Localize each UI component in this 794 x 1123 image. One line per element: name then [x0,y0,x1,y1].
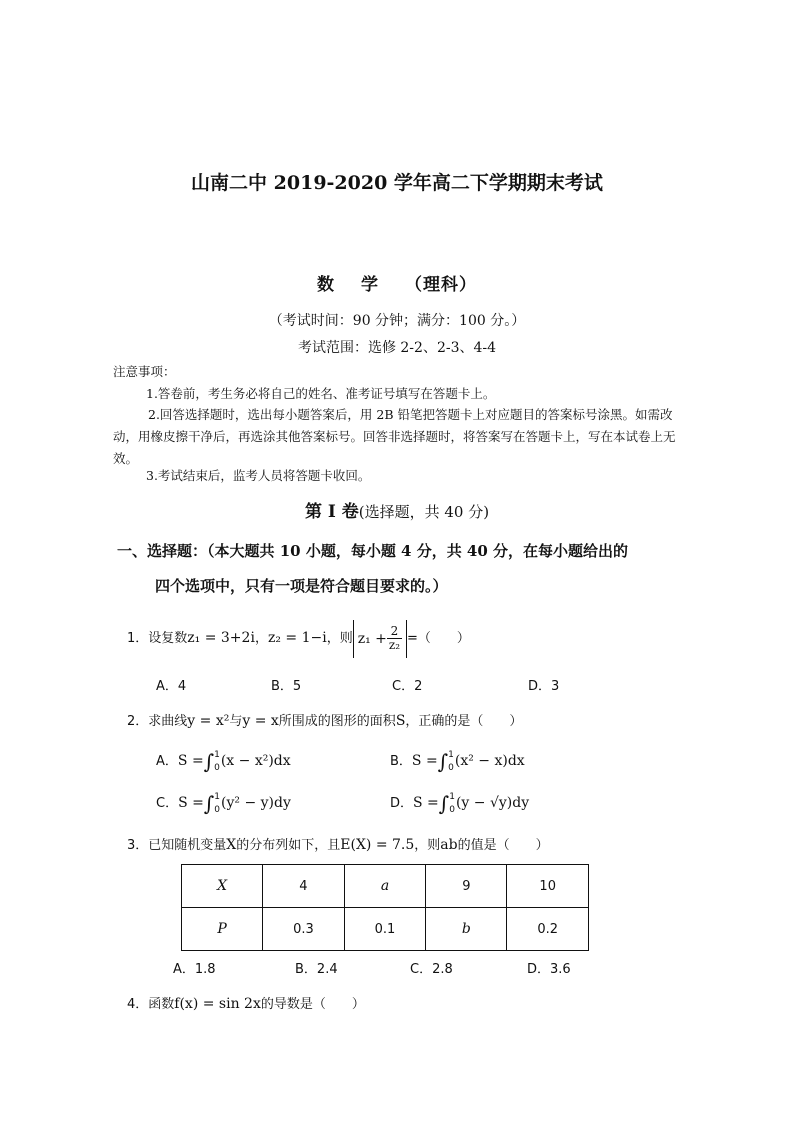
q2-c-integrand: (y² − y)dy [221,795,291,811]
q2-b-label: B． [390,754,412,769]
q3-suffix: 的值是（ ） [457,838,549,853]
table-cell: P [182,908,263,951]
q1-option-d: D．3 [528,679,560,694]
question-4 [127,993,365,1012]
q2-option-a [156,746,291,776]
q2-c-limits [214,791,220,817]
section-desc: (选择题，共 40 分) [358,503,490,521]
q4-func: f(x) = sin 2x [174,996,261,1012]
q1-option-b: B．5 [271,679,302,694]
q3-option-c: C．2.8 [410,962,453,977]
integral-sign: ∫ [438,791,450,816]
q2-c-label: C． [156,796,179,811]
table-cell: 0.2 [507,908,589,951]
q2-option-b [390,746,525,776]
notice-item-3: 3.考试结束后，监考人员将答题卡收回。 [146,468,371,483]
subject-char-1: 数 [317,275,335,295]
subject-heading [0,270,794,295]
notice-item-2: 2.回答选择题时，选出每小题答案后，用 2B 铅笔把答题卡上对应题目的答案标号涂黑。如需改动，用橡皮擦干净后，再选涂其他答案标号。回答非选择题时，将答案写在答题卡上，写在本试卷上无效。 [113,407,676,466]
q1-frac-num: 2 [387,625,402,639]
q1-z1: z₁ = 3+2i [187,630,255,646]
table-cell: 10 [507,865,589,908]
q3-var: X [226,837,237,853]
q1-sep: ， [254,631,268,646]
q4-prefix: 4．函数 [127,997,175,1012]
q2-d-lhs: S = [413,795,439,811]
lower-limit: 0 [449,804,455,815]
q3-ab: ab [440,837,458,853]
integral-sign: ∫ [437,749,449,774]
q4-suffix: 的导数是（ ） [260,997,365,1012]
q1-z2: z₂ = 1−i [267,630,327,646]
subject-category: （理科） [405,275,477,295]
q2-c-lhs: S = [178,795,204,811]
q3-mid2: ，则 [414,838,441,853]
distribution-table [181,864,589,951]
q2-a-label: A． [156,754,178,769]
q1-option-c: C．2 [392,679,423,694]
section-label: 第 Ⅰ 卷 [304,502,359,522]
table-cell: 0.1 [344,908,426,951]
table-cell: X [182,865,263,908]
lower-limit: 0 [448,762,454,773]
question-1 [127,618,470,658]
lower-limit: 0 [214,804,221,815]
section-heading [0,497,794,522]
q2-prefix: 2．求曲线 [127,714,188,729]
table-cell: b [426,908,507,951]
exam-info: （考试时间：90 分钟；满分：100 分。） [268,313,526,329]
question-3 [127,834,549,853]
q1-suffix: =（ ） [407,631,470,646]
part1-heading-line2: 四个选项中，只有一项是符合题目要求的。） [155,577,448,595]
q3-option-d: D．3.6 [527,962,571,977]
q2-option-c [156,788,291,818]
q1-abs-expr [353,620,407,658]
table-row [182,908,589,951]
q1-frac-den: z₂ [388,638,401,652]
upper-limit: 1 [449,791,455,802]
q3-option-a: A．1.8 [173,962,216,977]
table-cell: 0.3 [263,908,345,951]
q2-curve1: y = x² [187,713,230,729]
notice-heading: 注意事项： [113,364,176,379]
integral-sign: ∫ [203,791,215,816]
q2-var: S [395,713,406,729]
question-2 [127,710,522,729]
q3-mid: 的分布列如下，且 [236,838,341,853]
q3-prefix: 3．已知随机变量 [127,838,227,853]
notice-item-1: 1.答卷前，考生务必将自己的姓名、准考证号填写在答题卡上。 [146,386,496,401]
q1-mid: ，则 [326,631,353,646]
q2-b-lhs: S = [411,753,438,769]
q2-b-integrand: (x² − x)dx [454,753,525,769]
q2-d-label: D． [390,796,414,811]
q2-d-limits [449,791,455,817]
q3-expect: E(X) = 7.5 [340,837,415,853]
q2-option-d [390,788,529,818]
upper-limit: 1 [214,791,221,802]
q1-fraction [387,625,402,652]
q3-option-b: B．2.4 [295,962,338,977]
lower-limit: 0 [214,762,220,773]
integral-sign: ∫ [203,749,215,774]
q1-expr-pre: z₁ + [357,630,387,647]
exam-title: 山南二中 2019-2020 学年高二下学期期末考试 [191,172,603,194]
table-row [182,865,589,908]
exam-scope: 考试范围：选修 2-2、2-3、4-4 [297,340,497,356]
table-cell: a [344,865,426,908]
part1-heading-line1: 一、选择题：（本大题共 10 小题，每小题 4 分，共 40 分，在每小题给出的 [117,542,629,560]
q2-suffix: ，正确的是（ ） [405,714,523,729]
q2-and: 与 [229,714,243,729]
q2-a-limits [214,749,220,775]
table-cell: 4 [263,865,345,908]
q2-a-lhs: S = [177,753,204,769]
upper-limit: 1 [214,749,220,760]
q2-curve2: y = x [242,713,279,729]
q2-a-integrand: (x − x²)dx [220,753,291,769]
q2-mid: 所围成的图形的面积 [278,714,396,729]
q1-option-a: A．4 [156,679,187,694]
q2-d-integrand: (y − √y)dy [455,795,530,811]
subject-char-2: 学 [361,275,379,295]
q2-b-limits [448,749,454,775]
table-cell: 9 [426,865,507,908]
upper-limit: 1 [448,749,454,760]
q1-prefix: 1．设复数 [127,631,188,646]
